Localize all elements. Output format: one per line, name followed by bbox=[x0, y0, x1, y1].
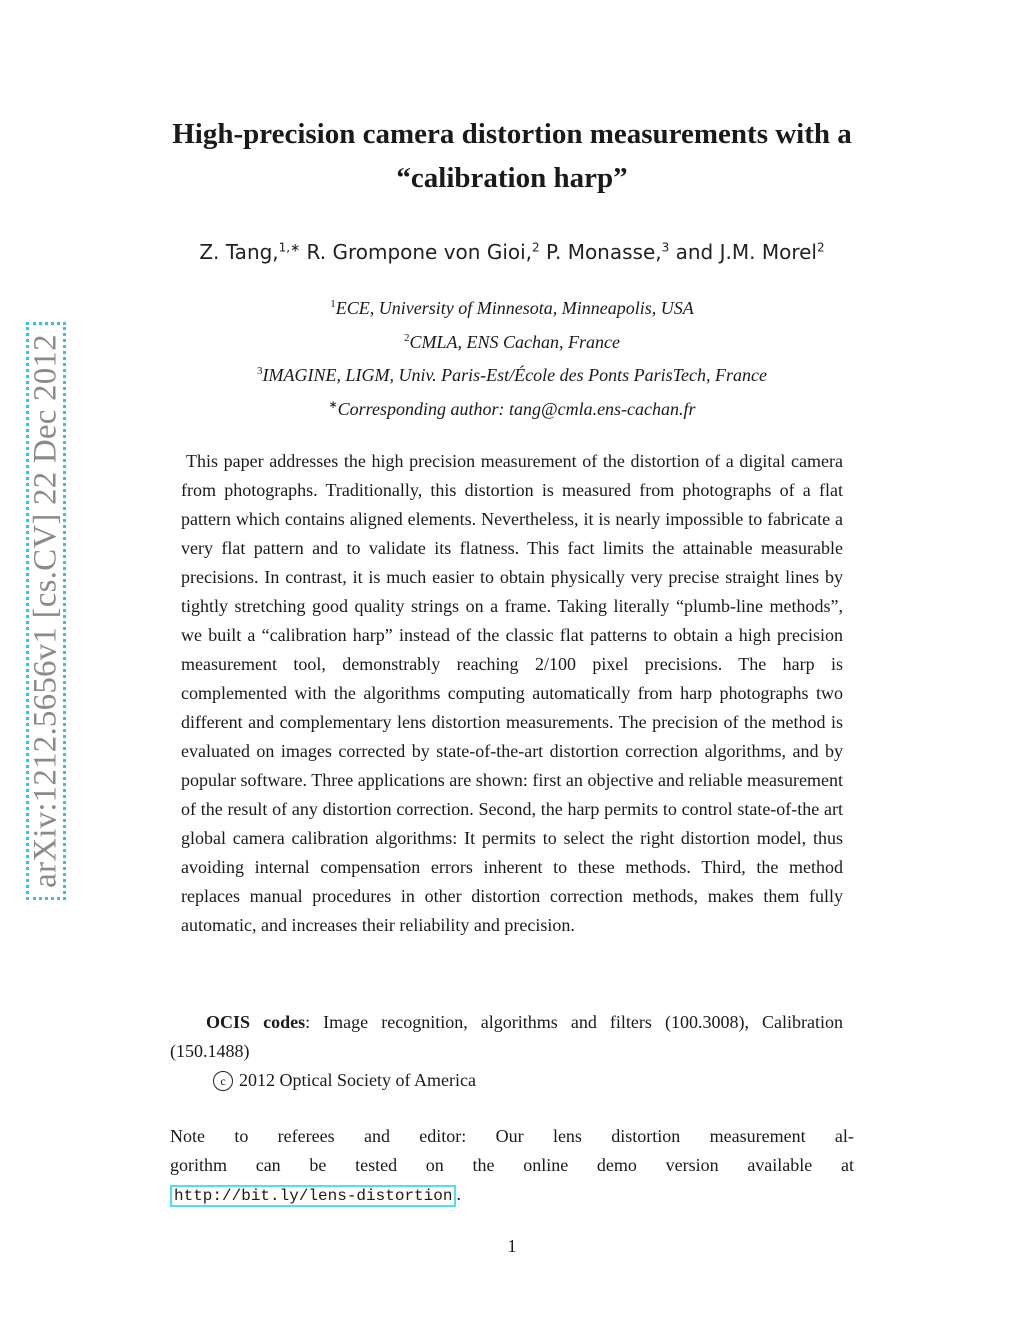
note-line-2: gorithm can be tested on the online demo version available at bbox=[170, 1155, 854, 1175]
title-line-1: High-precision camera distortion measurements with a bbox=[172, 118, 852, 150]
ocis-text: : Image recognition, algorithms and filters (100.3008), Calibration (150.1488) bbox=[170, 1012, 844, 1061]
arxiv-stamp[interactable] bbox=[26, 322, 66, 900]
arxiv-id[interactable]: arXiv:1212.5656v1 [cs.CV] 22 Dec 2012 bbox=[27, 334, 64, 888]
author: and J.M. Morel$^2$ bbox=[669, 240, 825, 264]
corresponding-author: ∗Corresponding author: tang@cmla.ens-cachan.fr bbox=[328, 398, 696, 419]
author: Z. Tang,$^{1,∗}$ bbox=[199, 240, 301, 264]
title-line-2: “calibration harp” bbox=[396, 162, 628, 194]
affiliation: $^3$IMAGINE, LIGM, Univ. Paris-Est/École des Ponts ParisTech, France bbox=[257, 365, 767, 385]
abstract: This paper addresses the high precision measurement of the distortion of a digital camera from photographs. Traditionally, this distortion is measured from photographs of a flat pattern which contains aligned elements. Nevertheless, it is nearly impossible to fabricate a very flat pattern and to validate its flatness. This fact limits the attainable measurable precisions. In contrast, it is much easier to obtain physically very precise straight lines by tightly stretching good quality strings on a frame. Taking literally “plumb-line methods”, we built a “calibration harp” instead of the classic flat patterns to obtain a high precision measurement tool, demonstrably reaching 2/100 pixel precisions. The harp is complemented with the algorithms computing automatically from harp photographs two different and complementary lens distortion measurements. The precision of the method is evaluated on images corrected by state-of-the-art distortion correction algorithms, and by popular software. Three applications are shown: first an objective and reliable measurement of the result of any distortion correction. Second, the harp permits to control state-of-the art global camera calibration algorithms: It permits to select the right distortion model, thus avoiding internal compensation errors inherent to these methods. Third, the method replaces manual procedures in other distortion correction methods, makes them fully automatic, and increases their reliability and precision. bbox=[181, 451, 843, 935]
author: R. Grompone von Gioi,$^2$ bbox=[300, 240, 540, 264]
paper-title bbox=[100, 112, 924, 200]
copyright-text: 2012 Optical Society of America bbox=[239, 1070, 476, 1090]
affiliations bbox=[100, 290, 924, 424]
copyright bbox=[213, 1066, 476, 1095]
author: P. Monasse,$^3$ bbox=[539, 240, 670, 264]
ocis-label: OCIS codes bbox=[206, 1012, 306, 1032]
copyright-icon: c bbox=[213, 1071, 233, 1091]
note-to-referees bbox=[170, 1122, 854, 1211]
affiliation: $^1$ECE, University of Minnesota, Minneapolis, USA bbox=[330, 298, 694, 318]
note-line-1: Note to referees and editor: Our lens distortion measurement al- bbox=[170, 1126, 854, 1146]
author-list bbox=[100, 240, 924, 264]
ocis-codes bbox=[170, 1008, 843, 1066]
note-line-3: http://bit.ly/lens-distortion . bbox=[170, 1180, 854, 1211]
affiliation: $^2$CMLA, ENS Cachan, France bbox=[404, 331, 620, 352]
demo-link[interactable]: http://bit.ly/lens-distortion bbox=[170, 1185, 456, 1207]
page-number: 1 bbox=[507, 1236, 517, 1256]
